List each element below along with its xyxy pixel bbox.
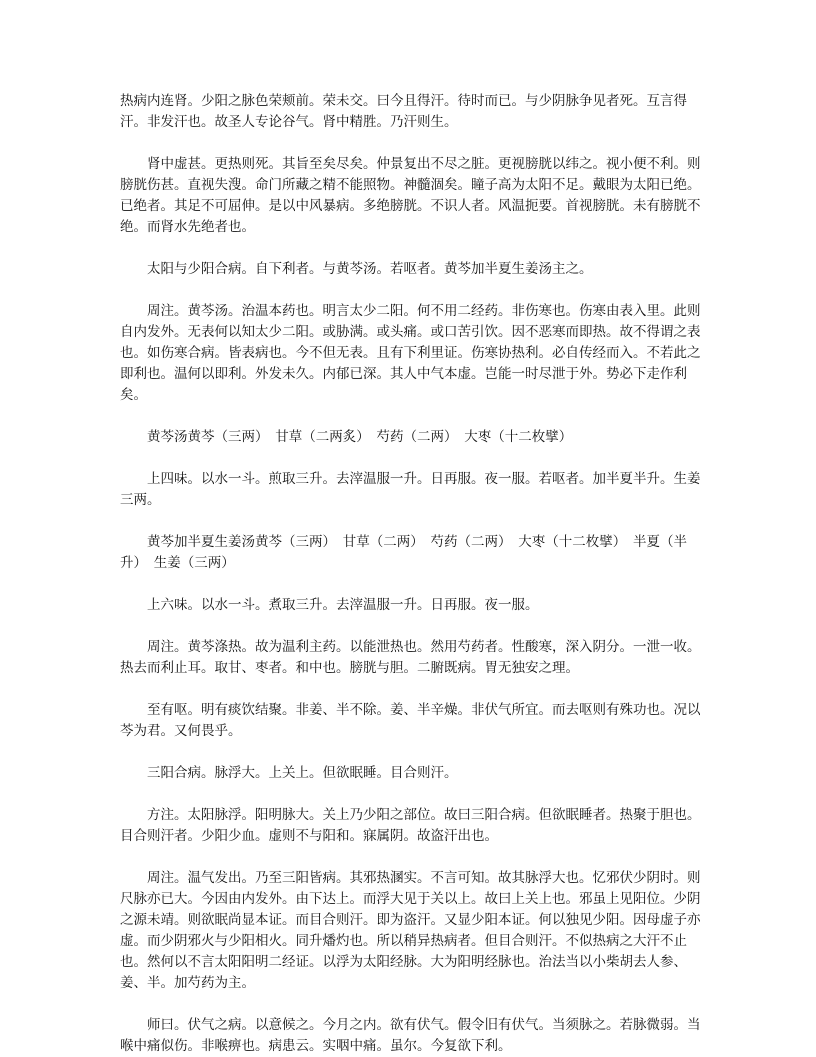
paragraph: 三阳合病。脉浮大。上关上。但欲眠睡。目合则汗。 bbox=[147, 765, 458, 781]
paragraph: 师曰。伏气之病。以意候之。今月之内。欲有伏气。假令旧有伏气。当须脉之。若脉微弱。当喉中痛似伤。非喉痹也。病患云。实咽中痛。虽尔。今复欲下利。 bbox=[120, 1017, 701, 1054]
paragraph: 热病内连肾。少阳之脉色荣颊前。荣未交。曰今且得汗。待时而已。与少阴脉争见者死。互言得汗。非发汗也。故圣人专论谷气。肾中精胜。乃汗则生。 bbox=[120, 93, 687, 130]
paragraph: 周注。黄芩涤热。故为温利主药。以能泄热也。然用芍药者。性酸寒，深入阴分。一泄一收。热去而利止耳。取甘、枣者。和中也。膀胱与胆。二腑既病。胃无独安之理。 bbox=[120, 639, 701, 676]
paragraph: 至有呕。明有痰饮结聚。非姜、半不除。姜、半辛燥。非伏气所宜。而去呕则有殊功也。况以芩为君。又何畏乎。 bbox=[120, 702, 701, 739]
paragraph: 黄芩加半夏生姜汤黄芩（三两） 甘草（二两） 芍药（二两） 大枣（十二枚擘） 半夏（半升） 生姜（三两） bbox=[120, 534, 687, 571]
paragraph: 周注。黄芩汤。治温本药也。明言太少二阳。何不用二经药。非伤寒也。伤寒由表入里。此则自内发外。无表何以知太少二阳。或胁满。或头痛。或口苦引饮。因不恶寒而即热。故不得谓之表也。如伤寒合病。皆表病也。今不但无表。且有下利里证。伤寒协热利。必自传经而入。不若此之即利也。温何以即利。外发未久。内郁已深。其人中气本虚。岂能一时尽泄于外。势必下走作利矣。 bbox=[120, 303, 701, 403]
paragraph: 方注。太阳脉浮。阳明脉大。关上乃少阳之部位。故曰三阳合病。但欲眠睡者。热聚于胆也。目合则汗者。少阳少血。虚则不与阳和。寐属阴。故盗汗出也。 bbox=[120, 807, 701, 844]
paragraph: 上四味。以水一斗。煎取三升。去滓温服一升。日再服。夜一服。若呕者。加半夏半升。生姜三两。 bbox=[120, 471, 701, 508]
paragraph: 黄芩汤黄芩（三两） 甘草（二两炙） 芍药（二两） 大枣（十二枚擘） bbox=[147, 429, 573, 445]
paragraph: 太阳与少阳合病。自下利者。与黄芩汤。若呕者。黄芩加半夏生姜汤主之。 bbox=[147, 261, 593, 277]
paragraph: 周注。温气发出。乃至三阳皆病。其邪热溷实。不言可知。故其脉浮大也。忆邪伏少阴时。则尺脉亦已大。今因由内发外。由下达上。而浮大见于关以上。故曰上关上也。邪虽上见阳位。少阴之源未靖。则欲眠尚显本证。而目合则汗。即为盗汗。又显少阳本证。何以独见少阳。因母虚子亦虚。而少阴邪火与少阳相火。同升燔灼也。所以稍异热病者。但目合则汗。不似热病之大汗不止也。然何以不言太阳阳明二经证。以浮为太阳经脉。大为阳明经脉也。治法当以小柴胡去人参、姜、半。加芍药为主。 bbox=[120, 870, 701, 991]
paragraph: 上六味。以水一斗。煮取三升。去滓温服一升。日再服。夜一服。 bbox=[147, 597, 539, 613]
paragraph: 肾中虚甚。更热则死。其旨至矣尽矣。仲景复出不尽之脏。更视膀胱以纬之。视小便不利。则膀胱伤甚。直视失溲。命门所藏之精不能照物。神髓涸矣。瞳子高为太阳不足。戴眼为太阳已绝。已绝者。其足不可屈伸。是以中风暴病。多绝膀胱。不识人者。风温扼要。首视膀胱。未有膀胱不绝。而肾水先绝者也。 bbox=[120, 156, 701, 235]
